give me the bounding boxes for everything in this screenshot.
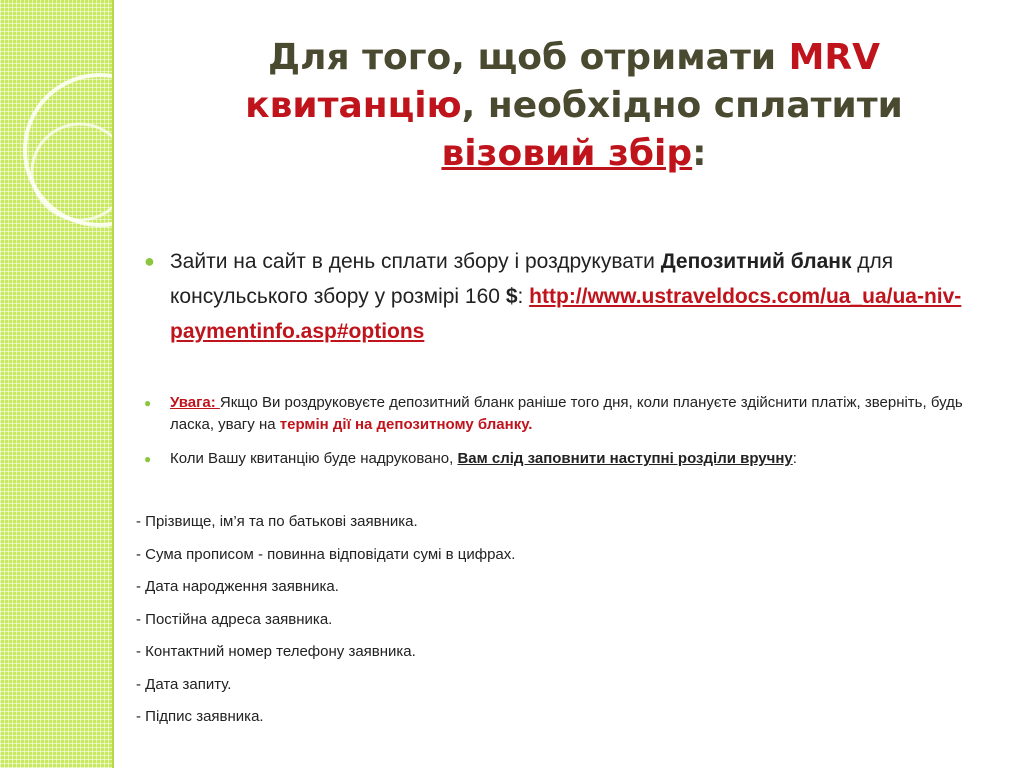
- bullet-item-warning: [144, 392, 1004, 436]
- title-receipt: квитанцію: [245, 85, 462, 126]
- bullet-item-deposit-form: [144, 244, 1004, 349]
- bullet3-colon: :: [792, 450, 797, 467]
- list-item: - Контактний номер телефону заявника.: [136, 643, 416, 660]
- title-text-2: , необхідно сплатити: [461, 85, 903, 126]
- warning-text: Якщо Ви роздруковуєте депозитний бланк раніше того дня, коли плануєте здійснити платіж, зверніть, будь ласка, увагу на: [170, 394, 963, 433]
- bullet3-emphasis: Вам слід заповнити наступні розділи вручну: [457, 450, 793, 467]
- required-fields-list: [136, 506, 996, 734]
- title-mrv: MRV: [788, 37, 880, 78]
- title-visa-fee: візовий збір: [441, 133, 693, 174]
- slide-content: [114, 0, 1024, 768]
- list-item: - Прізвище, ім’я та по батькові заявника.: [136, 513, 418, 530]
- list-item: - Постійна адреса заявника.: [136, 610, 333, 628]
- title-text-1: Для того, щоб отримати: [268, 37, 789, 78]
- decorative-sidebar: [0, 0, 114, 768]
- bullet1-text-2: для консульського збору у розмірі 160: [170, 250, 894, 308]
- warning-label: Увага:: [170, 394, 220, 411]
- bullet-dot-icon: ●: [144, 396, 152, 410]
- slide-title: [154, 34, 994, 178]
- bullet-dot-icon: ●: [144, 452, 152, 466]
- list-item: - Дата запиту.: [136, 675, 232, 693]
- bullet-item-fill-sections: [144, 448, 1004, 470]
- bullet-dot-icon: ●: [144, 251, 155, 271]
- bullet1-text-1: Зайти на сайт в день сплати збору і роздрукувати: [170, 250, 661, 273]
- list-item: - Сума прописом - повинна відповідати сумі в цифрах.: [136, 545, 516, 563]
- payment-info-link[interactable]: http://www.ustraveldocs.com/ua_ua/ua-niv-paymentinfo.asp#options: [170, 285, 962, 343]
- decorative-circles: [0, 0, 114, 768]
- warning-emphasis: термін дії на депозитному бланку.: [279, 416, 533, 433]
- bullet1-text-3: :: [517, 285, 530, 308]
- bullet1-deposit-form: Депозитний бланк: [660, 250, 852, 273]
- list-item: - Дата народження заявника.: [136, 578, 339, 595]
- title-colon: :: [692, 133, 707, 174]
- bullet3-text: Коли Вашу квитанцію буде надруковано,: [170, 450, 458, 467]
- list-item: - Підпис заявника.: [136, 708, 264, 725]
- bullet1-dollar: $: [505, 285, 518, 308]
